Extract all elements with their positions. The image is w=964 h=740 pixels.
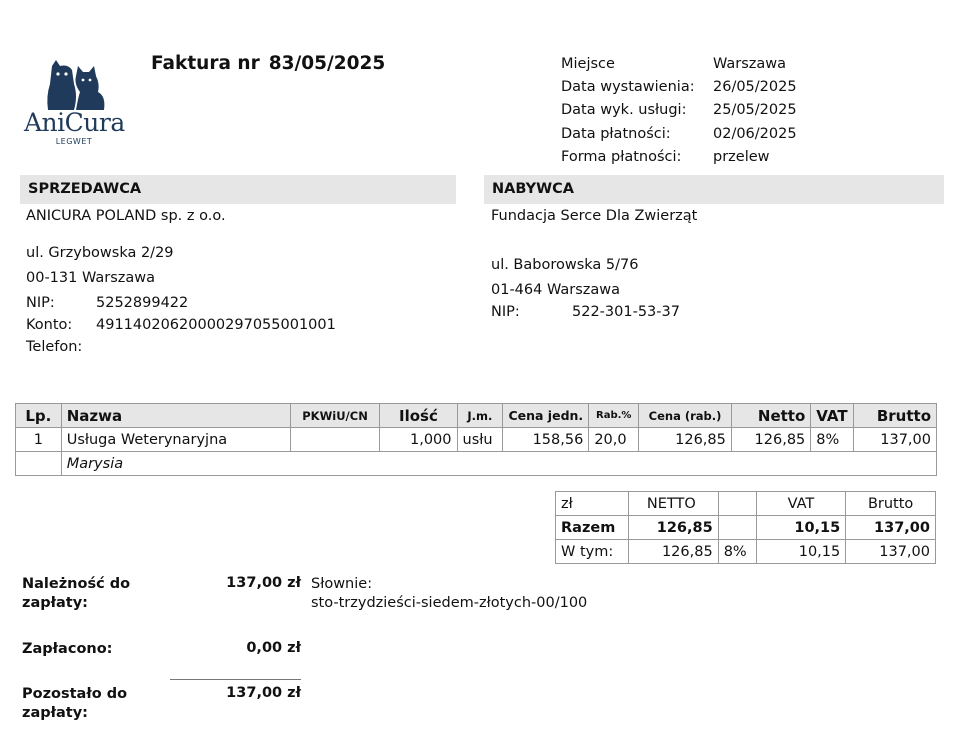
- cell-rab: 20,0: [589, 428, 639, 452]
- summary-razem-brutto: 137,00: [846, 516, 936, 540]
- summary-wtym-label: W tym:: [556, 540, 629, 564]
- summary-wtym-rate: 8%: [718, 540, 756, 564]
- buyer-name: Fundacja Serce Dla Zwierząt: [491, 208, 698, 224]
- summary-razem-label: Razem: [556, 516, 629, 540]
- remaining-label-line1: Pozostało do: [22, 686, 128, 702]
- summary-col-brutto: Brutto: [846, 492, 936, 516]
- summary-table: [555, 491, 936, 564]
- meta-label: Data płatności:: [561, 125, 671, 142]
- summary-wtym-row: [556, 540, 936, 564]
- seller-city: 00-131 Warszawa: [26, 270, 156, 286]
- remaining-value: 137,00 zł: [226, 685, 301, 701]
- due-label-line2: zapłaty:: [22, 595, 88, 611]
- seller-telefon-label: Telefon:: [26, 339, 83, 355]
- seller-nip-label: NIP:: [26, 295, 55, 311]
- seller-street: ul. Grzybowska 2/29: [26, 245, 174, 261]
- meta-label: Data wyk. usługi:: [561, 102, 687, 119]
- table-row: [16, 428, 937, 452]
- cell-note: Marysia: [61, 452, 936, 476]
- meta-value: Warszawa: [713, 56, 787, 72]
- meta-row: [561, 146, 797, 169]
- meta-value: 25/05/2025: [713, 102, 797, 119]
- col-cena-rab: Cena (rab.): [639, 404, 732, 428]
- table-row-note: [16, 452, 937, 476]
- remaining-label: [22, 685, 127, 723]
- summary-wtym-vat: 10,15: [756, 540, 846, 564]
- paid-value: 0,00 zł: [246, 640, 301, 656]
- cell-pkwiu: [290, 428, 380, 452]
- meta-value: 02/06/2025: [713, 125, 797, 142]
- words-label: Słownie:: [311, 576, 373, 592]
- due-value: 137,00 zł: [226, 575, 301, 591]
- seller-header: SPRZEDAWCA: [20, 175, 456, 204]
- col-vat: VAT: [811, 404, 853, 428]
- cell-lp: 1: [16, 428, 62, 452]
- cell-cena: 158,56: [503, 428, 589, 452]
- meta-label: Miejsce: [561, 56, 615, 72]
- meta-row: [561, 76, 797, 99]
- col-lp: Lp.: [16, 404, 62, 428]
- cell-cena-rab: 126,85: [639, 428, 732, 452]
- words-value: sto-trzydzieści-siedem-złotych-00/100: [311, 595, 588, 611]
- seller-konto: [26, 317, 336, 333]
- meta-value: przelew: [713, 148, 770, 165]
- summary-wtym-netto: 126,85: [628, 540, 718, 564]
- summary-col-netto: NETTO: [628, 492, 718, 516]
- buyer-street: ul. Baborowska 5/76: [491, 257, 639, 273]
- anicura-logo-icon: [44, 56, 110, 112]
- items-table: [15, 403, 937, 476]
- seller-konto-label: Konto:: [26, 317, 73, 333]
- invoice-title: [151, 53, 385, 74]
- invoice-title-label: Faktura nr: [151, 53, 260, 74]
- col-rab: Rab.%: [589, 404, 639, 428]
- summary-razem-row: [556, 516, 936, 540]
- cell-brutto: 137,00: [853, 428, 936, 452]
- due-label-line1: Należność do: [22, 576, 131, 592]
- buyer-nip-value: 522-301-53-37: [572, 304, 680, 320]
- col-pkwiu: PKWiU/CN: [290, 404, 380, 428]
- seller-name: ANICURA POLAND sp. z o.o.: [26, 208, 226, 224]
- brand-name: AniCura: [24, 108, 125, 137]
- cell-netto: 126,85: [731, 428, 810, 452]
- cell-ilosc: 1,000: [380, 428, 457, 452]
- col-netto: Netto: [731, 404, 810, 428]
- cell-note-empty: [16, 452, 62, 476]
- meta-label: Data wystawienia:: [561, 79, 695, 96]
- summary-col-zl: zł: [556, 492, 629, 516]
- meta-row: [561, 123, 797, 146]
- invoice-meta: [561, 53, 797, 169]
- buyer-nip-label: NIP:: [491, 304, 520, 320]
- meta-value: 26/05/2025: [713, 79, 797, 96]
- summary-razem-vat: 10,15: [756, 516, 846, 540]
- due-label: [22, 575, 130, 613]
- summary-header-row: [556, 492, 936, 516]
- seller-nip-value: 5252899422: [96, 295, 189, 311]
- summary-razem-netto: 126,85: [628, 516, 718, 540]
- amount-in-words: [311, 575, 587, 613]
- items-header-row: [16, 404, 937, 428]
- remaining-label-line2: zapłaty:: [22, 705, 88, 721]
- summary-wtym-brutto: 137,00: [846, 540, 936, 564]
- cell-nazwa: Usługa Weterynaryjna: [61, 428, 290, 452]
- col-ilosc: Ilość: [380, 404, 457, 428]
- col-brutto: Brutto: [853, 404, 936, 428]
- summary-col-rate: [718, 492, 756, 516]
- divider: [170, 679, 301, 680]
- seller-nip: [26, 295, 188, 311]
- buyer-header: NABYWCA: [484, 175, 944, 204]
- meta-row: [561, 53, 797, 76]
- buyer-nip: [491, 304, 680, 320]
- buyer-city: 01-464 Warszawa: [491, 282, 621, 298]
- cell-jm: usłu: [457, 428, 503, 452]
- summary-col-vat: VAT: [756, 492, 846, 516]
- paid-label: Zapłacono:: [22, 641, 113, 657]
- invoice-number: 83/05/2025: [268, 53, 386, 74]
- summary-razem-rate: [718, 516, 756, 540]
- seller-konto-value: 49114020620000297055001001: [96, 317, 336, 333]
- meta-label: Forma płatności:: [561, 148, 682, 165]
- brand-subtitle: LEGWET: [55, 137, 93, 146]
- cell-vat: 8%: [811, 428, 853, 452]
- meta-row: [561, 99, 797, 122]
- col-nazwa: Nazwa: [61, 404, 290, 428]
- col-cena: Cena jedn.: [503, 404, 589, 428]
- col-jm: J.m.: [457, 404, 503, 428]
